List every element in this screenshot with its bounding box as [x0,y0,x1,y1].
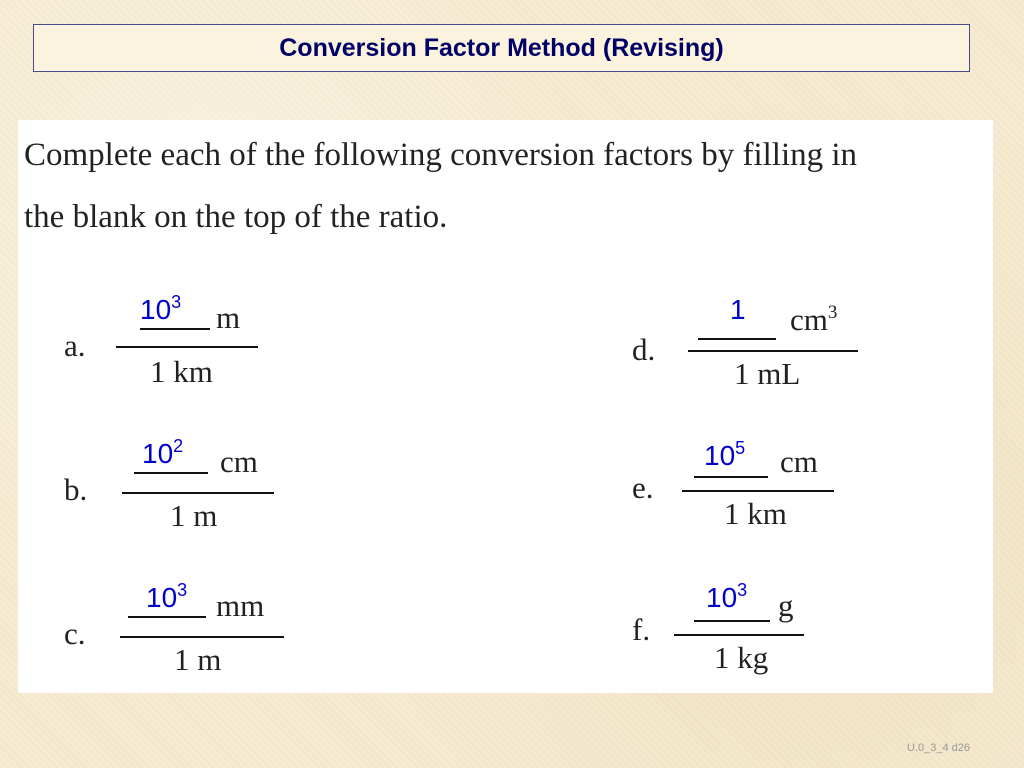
slide-code: U.0_3_4 d26 [907,742,970,754]
bottom-unit: 1 m [174,642,222,677]
top-unit: $cm^3$ [790,302,838,337]
bottom-unit: 1 km [150,354,213,389]
fraction-bar [682,490,834,492]
answer-blank [698,338,776,340]
top-unit: cm [780,444,818,479]
answer-value: $10^3$ [146,580,188,613]
worksheet-panel [18,120,993,693]
answer-blank [134,472,208,474]
instructions-line-1: Complete each of the following conversion factors by filling in [24,137,858,173]
bottom-unit: 1 m [170,498,218,533]
fraction-bar [688,350,858,352]
answer-value: 1 [730,294,746,325]
fraction-bar [674,634,804,636]
top-unit: cm [220,444,258,479]
problem-letter: e. [632,470,654,505]
fraction-bar [120,636,284,638]
answer-blank [128,616,206,618]
top-unit: mm [216,588,265,623]
fraction-bar [116,346,258,348]
problem-letter: a. [64,328,86,363]
slide-title: Conversion Factor Method (Revising) [279,33,724,62]
answer-value: $10^3$ [140,292,182,325]
answer-blank [694,620,770,622]
problem-letter: b. [64,472,88,507]
answer-value: $10^2$ [142,436,184,469]
answer-value: $10^3$ [706,580,748,613]
instructions [24,124,857,248]
problem-letter: d. [632,332,656,367]
answer-value: $10^5$ [704,438,746,471]
problem-letter: f. [632,612,651,647]
instructions-line-2: the blank on the top of the ratio. [24,199,448,235]
fraction-bar [122,492,274,494]
bottom-unit: 1 kg [714,640,769,675]
answer-blank [694,476,768,478]
bottom-unit: 1 km [724,496,787,531]
top-unit: g [778,588,794,623]
problem-letter: c. [64,616,86,651]
title-box [33,24,970,72]
answer-blank [140,328,210,330]
bottom-unit: 1 mL [734,356,801,391]
top-unit: m [216,300,241,335]
